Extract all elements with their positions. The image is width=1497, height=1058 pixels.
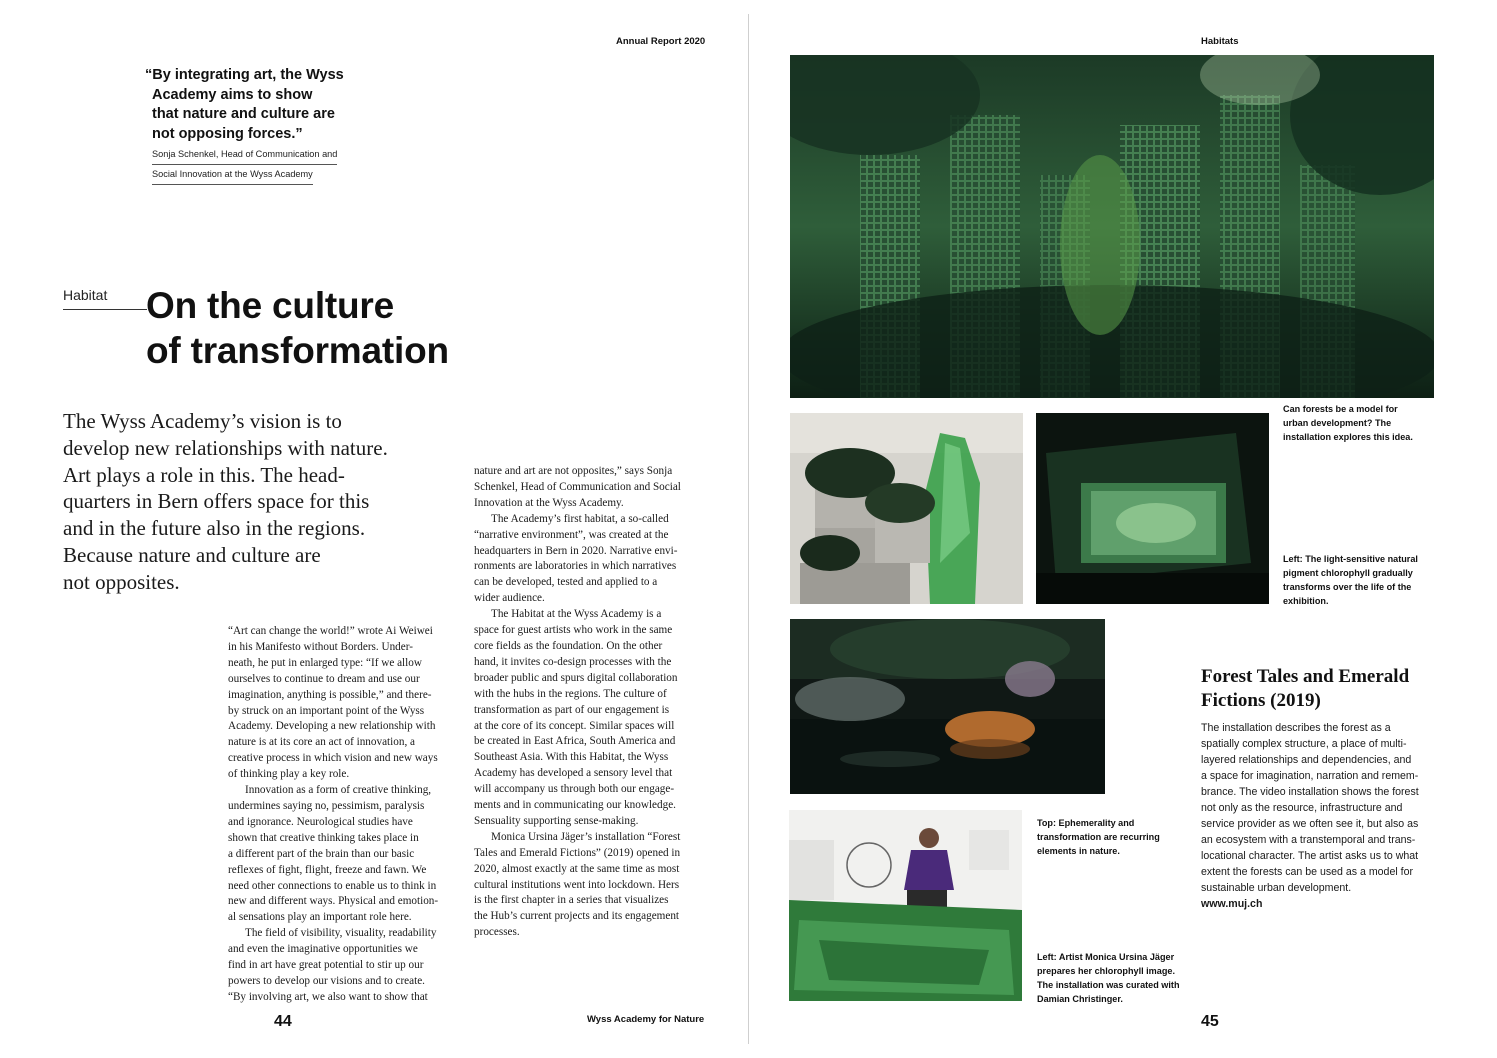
body-line: Innovation at the Wyss Academy. xyxy=(474,496,624,509)
quote-credit-line: Social Innovation at the Wyss Academy xyxy=(152,165,313,185)
caption-line: transformation are recurring xyxy=(1037,831,1160,842)
body-line: Monica Ursina Jäger’s installation “Forest xyxy=(491,830,681,843)
body-line: is the first chapter in a series that visualizes xyxy=(474,894,669,907)
body-line: space for guest artists who work in the same xyxy=(474,624,673,637)
body-line: Academy. Developing a new relationship with xyxy=(228,720,436,733)
body-line: undermines saying no, pessimism, paralysis xyxy=(228,799,425,812)
body-line: The Academy’s first habitat, a so-called xyxy=(491,512,669,525)
body-line: in his Manifesto without Borders. Under- xyxy=(228,640,413,653)
body-line: “narrative environment”, was created at the xyxy=(474,528,669,541)
body-line: be created in East Africa, South America and xyxy=(474,735,676,748)
body-line: new and different ways. Physical and emotion- xyxy=(228,895,439,908)
caption-line: installation explores this idea. xyxy=(1283,431,1413,442)
body-line: transformation as part of our engagement is xyxy=(474,703,670,716)
caption-line: elements in nature. xyxy=(1037,845,1120,856)
lead-line: not opposites. xyxy=(63,569,180,594)
body-line: by struck on an important point of the Wyss xyxy=(228,704,425,717)
leaves-in-water-photo xyxy=(790,619,1105,794)
description-line: spatially complex structure, a place of multi- xyxy=(1201,738,1407,750)
running-header-left: Annual Report 2020 xyxy=(616,36,706,47)
section-rule xyxy=(63,309,147,310)
body-line: a different part of the brain than our basic xyxy=(228,847,415,860)
caption-line: urban development? The xyxy=(1283,417,1392,428)
lead-line: develop new relationships with nature. xyxy=(63,435,388,460)
body-line: Innovation as a form of creative thinking, xyxy=(245,784,432,797)
body-line: Tales and Emerald Fictions” (2019) opened in xyxy=(474,846,681,859)
body-line: at the core of its concept. Similar spaces will xyxy=(474,719,675,732)
body-line: Schenkel, Head of Communication and Social xyxy=(474,480,681,493)
body-line: “Art can change the world!” wrote Ai Weiwei xyxy=(228,625,433,637)
description-line: an ecosystem with a transtemporal and trans- xyxy=(1201,834,1416,846)
caption-ephemerality xyxy=(1037,817,1160,859)
lead-line: and in the future also in the regions. xyxy=(63,516,366,541)
installation-title xyxy=(1201,665,1409,712)
body-line: and even the imaginative opportunities we xyxy=(228,943,418,956)
pull-quote-line: not opposing forces.” xyxy=(152,125,303,142)
body-line: ments and in communicating our knowledge. xyxy=(474,799,676,812)
body-line: hand, it invites co-design processes with the xyxy=(474,655,672,668)
caption-chlorophyll xyxy=(1283,553,1418,609)
body-line: find in art have great potential to stir up our xyxy=(228,959,424,972)
caption-line: Can forests be a model for xyxy=(1283,404,1398,414)
headline xyxy=(146,283,449,373)
body-line: reflexes of fight, flight, freeze and fawn. We xyxy=(228,863,427,876)
caption-artist xyxy=(1037,951,1180,1007)
installation-title-line: Forest Tales and Emerald xyxy=(1201,666,1410,687)
body-line: nature is at its core an act of innovation, a xyxy=(228,736,416,749)
caption-line: transforms over the life of the xyxy=(1283,581,1412,592)
plant-installation-photo xyxy=(790,413,1023,604)
page-number-right: 45 xyxy=(1201,1013,1219,1030)
quote-credit xyxy=(152,145,337,185)
description-line: locational character. The artist asks us to what xyxy=(1201,850,1419,862)
caption-line: Left: The light-sensitive natural xyxy=(1283,554,1418,564)
body-line: al sensations play an important role here. xyxy=(228,911,412,924)
installation-title-line: Fictions (2019) xyxy=(1201,689,1321,711)
body-line: broader public and spurs digital collaboration xyxy=(474,671,678,684)
caption-line: Damian Christinger. xyxy=(1037,993,1123,1004)
lead-line: Art plays a role in this. The head- xyxy=(63,462,345,487)
headline-line: On the culture xyxy=(146,285,394,326)
section-label: Habitat xyxy=(63,287,108,303)
running-header-right: Habitats xyxy=(1201,36,1239,47)
description-line: layered relationships and dependencies, and xyxy=(1201,754,1412,766)
body-column-2 xyxy=(474,464,681,941)
body-line: Sensuality supporting sense-making. xyxy=(474,814,639,827)
body-line: wider audience. xyxy=(474,592,545,605)
forest-installation-photo xyxy=(790,55,1434,398)
description-line: not only as the resource, infrastructure and xyxy=(1201,802,1403,814)
website-link[interactable]: www.muj.ch xyxy=(1201,898,1263,910)
body-line: imagination, anything is possible,” and there- xyxy=(228,688,432,701)
body-line: The Habitat at the Wyss Academy is a xyxy=(491,608,662,621)
body-line: shown that creative thinking takes place in xyxy=(228,831,419,844)
pull-quote-line: “By integrating art, the Wyss xyxy=(145,67,344,83)
lead-line: Because nature and culture are xyxy=(63,542,321,567)
headline-line: of transformation xyxy=(146,330,449,371)
body-line: core fields as the foundation. On the other xyxy=(474,639,663,652)
body-line: “By involving art, we also want to show that xyxy=(228,990,428,1003)
body-line: need other connections to enable us to think in xyxy=(228,879,437,892)
caption-line: prepares her chlorophyll image. xyxy=(1037,965,1175,976)
caption-line: exhibition. xyxy=(1283,595,1329,606)
body-line: Southeast Asia. With this Habitat, the Wyss xyxy=(474,751,669,764)
pull-quote xyxy=(145,66,344,144)
caption-line: Left: Artist Monica Ursina Jäger xyxy=(1037,952,1175,962)
caption-line: pigment chlorophyll gradually xyxy=(1283,567,1413,578)
description-line: sustainable urban development. xyxy=(1201,882,1352,894)
body-line: headquarters in Bern in 2020. Narrative envi- xyxy=(474,544,678,557)
body-line: neath, he put in enlarged type: “If we allow xyxy=(228,656,422,669)
body-line: with the hubs in the regions. The culture of xyxy=(474,687,667,700)
lead-paragraph xyxy=(63,408,388,596)
body-line: The field of visibility, visuality, readability xyxy=(245,927,437,940)
pull-quote-line: Academy aims to show xyxy=(152,86,313,103)
lead-line: quarters in Bern offers space for this xyxy=(63,489,370,514)
body-column-1 xyxy=(228,624,438,1006)
body-line: 2020, almost exactly at the same time as most xyxy=(474,862,680,875)
spine-gutter xyxy=(748,14,749,1044)
video-projection-photo xyxy=(1036,413,1269,604)
body-line: cultural institutions went into lockdown. Hers xyxy=(474,878,680,891)
page-number-left: 44 xyxy=(274,1013,292,1030)
body-line: the Hub’s current projects and its engagement xyxy=(474,910,680,923)
body-line: Academy has developed a sensory level that xyxy=(474,767,673,780)
description-line: The installation describes the forest as a xyxy=(1201,722,1391,734)
caption-line: Top: Ephemerality and xyxy=(1037,818,1135,828)
body-line: creative process in which vision and new ways xyxy=(228,752,438,765)
description-line: brance. The video installation shows the forest xyxy=(1201,786,1419,798)
pull-quote-line: that nature and culture are xyxy=(152,106,335,123)
footer-left: Wyss Academy for Nature xyxy=(587,1014,705,1025)
artist-at-work-photo xyxy=(789,810,1022,1001)
installation-description xyxy=(1201,720,1419,912)
quote-credit-line: Sonja Schenkel, Head of Communication and xyxy=(152,145,337,165)
caption-line: The installation was curated with xyxy=(1037,979,1180,990)
body-line: powers to develop our visions and to create. xyxy=(228,974,425,987)
description-line: a space for imagination, narration and remem- xyxy=(1201,770,1419,782)
description-line: extent the forests can be used as a model for xyxy=(1201,866,1413,878)
body-line: ronments are laboratories in which narratives xyxy=(474,560,677,573)
body-line: nature and art are not opposites,” says Sonja xyxy=(474,465,673,477)
body-line: of thinking play a key role. xyxy=(228,768,350,781)
caption-forest-model xyxy=(1283,403,1413,445)
lead-line: The Wyss Academy’s vision is to xyxy=(63,409,342,433)
body-line: processes. xyxy=(474,926,520,939)
body-line: can be developed, tested and applied to a xyxy=(474,576,658,589)
description-line: service provider as we often see it, but also as xyxy=(1201,818,1419,830)
body-line: and ignorance. Neurological studies have xyxy=(228,815,413,828)
body-line: will accompany us through both our engage- xyxy=(474,783,675,796)
body-line: ourselves to continue to dream and use our xyxy=(228,672,420,685)
